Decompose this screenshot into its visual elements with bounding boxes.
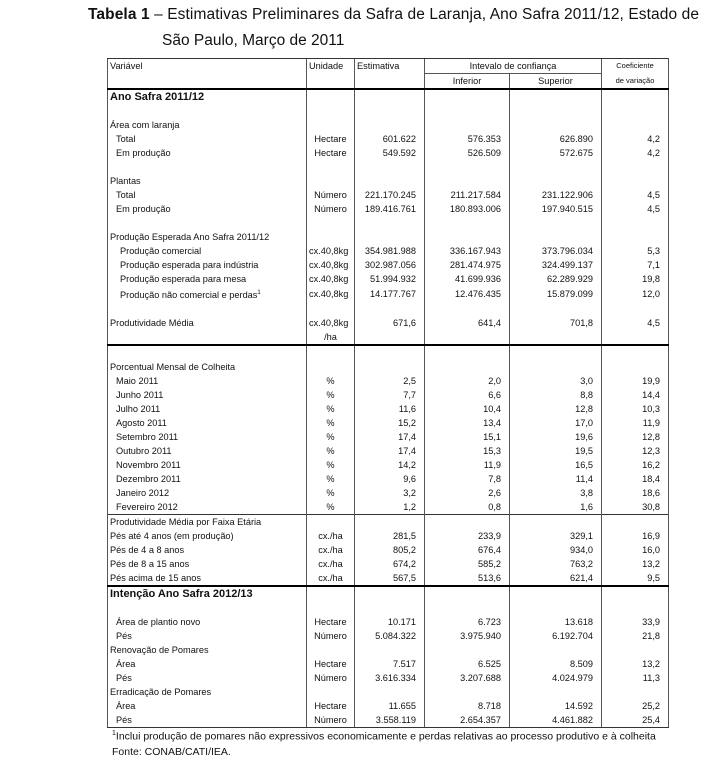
row-estimativa: 805,2 [355, 543, 425, 557]
table-row [108, 657, 669, 671]
row-estimativa: 221.170.245 [355, 188, 425, 202]
row-estimativa: 189.416.761 [355, 202, 425, 216]
row-superior: 3,8 [510, 486, 602, 500]
header-inferior: Inferior [425, 74, 510, 90]
row-estimativa: 17,4 [355, 444, 425, 458]
table-row [108, 330, 669, 345]
group-head: Renovação de Pomares [108, 643, 307, 657]
row-inferior: 0,8 [425, 500, 510, 515]
row-inferior: 11,9 [425, 458, 510, 472]
row-cv: 19,9 [602, 374, 669, 388]
table-row [108, 543, 669, 557]
group-head-row [108, 360, 669, 374]
row-cv: 33,9 [602, 615, 669, 629]
group-head: Plantas [108, 174, 307, 188]
row-unit: cx.40,8kg [307, 258, 355, 272]
row-unit: Número [307, 629, 355, 643]
row-label: Maio 2011 [108, 374, 307, 388]
table-row [108, 458, 669, 472]
table-row [108, 416, 669, 430]
table-row [108, 132, 669, 146]
table-row [108, 472, 669, 486]
footnote-text: Inclui produção de pomares não expressivos economicamente e perdas relativas ao processo produtivo e à colheita [115, 730, 656, 743]
row-superior: 934,0 [510, 543, 602, 557]
row-cv: 4,2 [602, 146, 669, 160]
row-estimativa: 9,6 [355, 472, 425, 486]
row-label: Outubro 2011 [108, 444, 307, 458]
group-head: Produtividade Média por Faixa Etária [108, 515, 307, 530]
row-superior: 6.192.704 [510, 629, 602, 643]
row-superior: 19,6 [510, 430, 602, 444]
row-cv: 12,0 [602, 286, 669, 302]
row-unit: cx./ha [307, 543, 355, 557]
row-inferior: 7,8 [425, 472, 510, 486]
row-estimativa: 17,4 [355, 430, 425, 444]
row-inferior: 15,1 [425, 430, 510, 444]
row-inferior: 180.893.006 [425, 202, 510, 216]
row-estimativa: 3.616.334 [355, 671, 425, 685]
row-cv: 4,5 [602, 316, 669, 330]
row-unit: % [307, 458, 355, 472]
row-estimativa: 5.084.322 [355, 629, 425, 643]
row-label: Junho 2011 [108, 388, 307, 402]
row-cv: 12,8 [602, 430, 669, 444]
table-title-line2: São Paulo, Março de 2011 [162, 32, 345, 49]
row-label: Dezembro 2011 [108, 472, 307, 486]
section-title-row [108, 586, 669, 601]
row-unit: Número [307, 671, 355, 685]
row-unit-2: /ha [307, 330, 355, 345]
row-inferior: 6,6 [425, 388, 510, 402]
row-estimativa: 10.171 [355, 615, 425, 629]
row-cv: 14,4 [602, 388, 669, 402]
header-unidade: Unidade [307, 59, 355, 90]
source-note: Fonte: CONAB/CATI/IEA. [112, 746, 231, 758]
header-estimativa: Estimativa [355, 59, 425, 90]
row-inferior: 2.654.357 [425, 713, 510, 728]
table-row [108, 258, 669, 272]
table-row [108, 374, 669, 388]
row-label: Pés de 8 a 15 anos [108, 557, 307, 571]
header-intervalo: Intevalo de confiança [425, 59, 602, 74]
table-row [108, 486, 669, 500]
row-unit: % [307, 402, 355, 416]
row-inferior: 336.167.943 [425, 244, 510, 258]
table-row [108, 557, 669, 571]
row-label: Pés de 4 a 8 anos [108, 543, 307, 557]
row-estimativa: 674,2 [355, 557, 425, 571]
data-table [107, 58, 669, 728]
table-row [108, 188, 669, 202]
row-cv: 4,5 [602, 188, 669, 202]
row-estimativa: 549.592 [355, 146, 425, 160]
table-row [108, 500, 669, 515]
row-superior: 15.879.099 [510, 286, 602, 302]
row-superior: 3,0 [510, 374, 602, 388]
row-estimativa: 567,5 [355, 571, 425, 586]
footnote-mark: 1 [112, 730, 116, 737]
table-row [108, 402, 669, 416]
row-superior: 231.122.906 [510, 188, 602, 202]
row-inferior: 10,4 [425, 402, 510, 416]
group-head-row [108, 685, 669, 699]
header-superior: Superior [510, 74, 602, 90]
row-unit: Número [307, 188, 355, 202]
row-cv: 25,4 [602, 713, 669, 728]
row-inferior: 2,0 [425, 374, 510, 388]
table-row [108, 444, 669, 458]
row-unit: cx.40,8kg [307, 244, 355, 258]
row-superior: 8.509 [510, 657, 602, 671]
row-estimativa: 3.558.119 [355, 713, 425, 728]
row-unit: % [307, 444, 355, 458]
row-superior: 14.592 [510, 699, 602, 713]
row-inferior: 41.699.936 [425, 272, 510, 286]
row-estimativa: 354.981.988 [355, 244, 425, 258]
row-cv: 12,3 [602, 444, 669, 458]
table-title-dash: – [149, 6, 168, 23]
row-label [108, 286, 307, 302]
row-cv: 19,8 [602, 272, 669, 286]
group-head-row [108, 118, 669, 132]
table-row [108, 571, 669, 586]
row-label: Em produção [108, 202, 307, 216]
row-estimativa: 51.994.932 [355, 272, 425, 286]
row-label: Área [108, 657, 307, 671]
footnote-mark: 1 [257, 290, 261, 296]
header-coef-2: de variação [602, 74, 669, 90]
section-title: Ano Safra 2011/12 [108, 89, 307, 104]
row-unit: cx./ha [307, 529, 355, 543]
row-inferior: 641,4 [425, 316, 510, 330]
row-superior: 4.024.979 [510, 671, 602, 685]
table-row [108, 202, 669, 216]
row-superior: 1,6 [510, 500, 602, 515]
row-estimativa: 302.987.056 [355, 258, 425, 272]
group-head-row [108, 643, 669, 657]
row-label: Em produção [108, 146, 307, 160]
table-body [108, 89, 669, 728]
table-row [108, 286, 669, 302]
row-label: Fevereiro 2012 [108, 500, 307, 515]
row-inferior: 8.718 [425, 699, 510, 713]
row-unit: % [307, 430, 355, 444]
table-row [108, 244, 669, 258]
table-title [88, 6, 699, 24]
row-inferior: 513,6 [425, 571, 510, 586]
row-superior: 621,4 [510, 571, 602, 586]
row-estimativa: 7,7 [355, 388, 425, 402]
row-superior: 701,8 [510, 316, 602, 330]
row-cv: 13,2 [602, 657, 669, 671]
row-unit: cx./ha [307, 571, 355, 586]
table-title-line1: Estimativas Preliminares da Safra de Laranja, Ano Safra 2011/12, Estado de [167, 6, 700, 23]
row-cv: 16,2 [602, 458, 669, 472]
row-cv: 25,2 [602, 699, 669, 713]
row-estimativa: 601.622 [355, 132, 425, 146]
row-estimativa: 281,5 [355, 529, 425, 543]
row-cv: 9,5 [602, 571, 669, 586]
row-label: Setembro 2011 [108, 430, 307, 444]
row-inferior: 15,3 [425, 444, 510, 458]
row-cv: 30,8 [602, 500, 669, 515]
row-label: Agosto 2011 [108, 416, 307, 430]
group-head: Produção Esperada Ano Safra 2011/12 [108, 230, 307, 244]
table-row [108, 699, 669, 713]
row-inferior: 6.525 [425, 657, 510, 671]
row-cv: 4,5 [602, 202, 669, 216]
row-unit: cx./ha [307, 557, 355, 571]
row-estimativa: 14,2 [355, 458, 425, 472]
row-label: Produção comercial [108, 244, 307, 258]
row-estimativa: 3,2 [355, 486, 425, 500]
row-inferior: 3.975.940 [425, 629, 510, 643]
row-cv: 5,3 [602, 244, 669, 258]
row-cv: 13,2 [602, 557, 669, 571]
row-cv: 10,3 [602, 402, 669, 416]
table-row [108, 146, 669, 160]
row-label: Novembro 2011 [108, 458, 307, 472]
section-title-row [108, 89, 669, 104]
row-inferior: 676,4 [425, 543, 510, 557]
footnote [112, 730, 656, 743]
row-estimativa: 11.655 [355, 699, 425, 713]
row-label: Pés [108, 713, 307, 728]
row-cv: 4,2 [602, 132, 669, 146]
table-row [108, 629, 669, 643]
row-cv: 16,0 [602, 543, 669, 557]
row-unit: Hectare [307, 699, 355, 713]
row-superior: 329,1 [510, 529, 602, 543]
group-head: Área com laranja [108, 118, 307, 132]
row-unit: Hectare [307, 132, 355, 146]
row-superior: 16,5 [510, 458, 602, 472]
row-label-text: Produção não comercial e perdas [120, 290, 258, 301]
row-unit: % [307, 472, 355, 486]
row-unit: Número [307, 202, 355, 216]
row-label: Pés acima de 15 anos [108, 571, 307, 586]
row-estimativa: 1,2 [355, 500, 425, 515]
row-label: Área [108, 699, 307, 713]
row-label: Produtividade Média [108, 316, 307, 330]
group-head-row [108, 230, 669, 244]
header-row [108, 59, 669, 74]
row-superior: 19,5 [510, 444, 602, 458]
row-inferior: 281.474.975 [425, 258, 510, 272]
row-label: Produção esperada para indústria [108, 258, 307, 272]
row-inferior: 13,4 [425, 416, 510, 430]
row-cv: 7,1 [602, 258, 669, 272]
row-cv: 11,3 [602, 671, 669, 685]
row-label: Janeiro 2012 [108, 486, 307, 500]
row-superior: 626.890 [510, 132, 602, 146]
table-row [108, 430, 669, 444]
row-inferior: 6.723 [425, 615, 510, 629]
row-cv: 16,9 [602, 529, 669, 543]
row-label: Total [108, 188, 307, 202]
row-superior: 17,0 [510, 416, 602, 430]
row-superior: 13.618 [510, 615, 602, 629]
row-superior: 11,4 [510, 472, 602, 486]
row-inferior: 211.217.584 [425, 188, 510, 202]
row-estimativa: 15,2 [355, 416, 425, 430]
row-unit: Hectare [307, 615, 355, 629]
header-coef-1: Coeficiente [602, 59, 669, 74]
row-unit: % [307, 374, 355, 388]
row-label: Pés até 4 anos (em produção) [108, 529, 307, 543]
row-label: Julho 2011 [108, 402, 307, 416]
row-estimativa: 2,5 [355, 374, 425, 388]
table-row [108, 272, 669, 286]
row-unit: cx.40,8kg [307, 316, 355, 330]
row-inferior: 576.353 [425, 132, 510, 146]
row-superior: 763,2 [510, 557, 602, 571]
row-label: Área de plantio novo [108, 615, 307, 629]
row-superior: 197.940.515 [510, 202, 602, 216]
row-unit: % [307, 500, 355, 515]
row-superior: 4.461.882 [510, 713, 602, 728]
row-superior: 324.499.137 [510, 258, 602, 272]
group-head: Erradicação de Pomares [108, 685, 307, 699]
row-inferior: 2,6 [425, 486, 510, 500]
row-unit: cx.40,8kg [307, 272, 355, 286]
table-title-label: Tabela 1 [88, 6, 150, 23]
row-superior: 62.289.929 [510, 272, 602, 286]
table-row [108, 529, 669, 543]
table-row [108, 388, 669, 402]
row-estimativa: 14.177.767 [355, 286, 425, 302]
row-label: Pés [108, 629, 307, 643]
group-head: Porcentual Mensal de Colheita [108, 360, 307, 374]
section-title: Intenção Ano Safra 2012/13 [108, 586, 307, 601]
header-variavel: Variável [108, 59, 307, 90]
row-unit: % [307, 388, 355, 402]
table-row [108, 615, 669, 629]
row-cv: 21,8 [602, 629, 669, 643]
row-estimativa: 7.517 [355, 657, 425, 671]
row-label: Produção esperada para mesa [108, 272, 307, 286]
row-inferior: 585,2 [425, 557, 510, 571]
row-unit: Hectare [307, 657, 355, 671]
row-superior: 8,8 [510, 388, 602, 402]
row-superior: 572.675 [510, 146, 602, 160]
row-unit: % [307, 486, 355, 500]
row-unit: Hectare [307, 146, 355, 160]
row-inferior: 3.207.688 [425, 671, 510, 685]
row-unit: Número [307, 713, 355, 728]
table-row [108, 316, 669, 330]
row-estimativa: 11,6 [355, 402, 425, 416]
row-inferior: 526.509 [425, 146, 510, 160]
group-head-row [108, 515, 669, 530]
table-row [108, 713, 669, 728]
row-cv: 11,9 [602, 416, 669, 430]
row-inferior: 12.476.435 [425, 286, 510, 302]
group-head-row [108, 174, 669, 188]
row-superior: 373.796.034 [510, 244, 602, 258]
row-inferior: 233,9 [425, 529, 510, 543]
row-cv: 18,6 [602, 486, 669, 500]
row-superior: 12,8 [510, 402, 602, 416]
row-cv: 18,4 [602, 472, 669, 486]
table-row [108, 671, 669, 685]
row-label: Pés [108, 671, 307, 685]
row-label: Total [108, 132, 307, 146]
row-unit: % [307, 416, 355, 430]
row-unit: cx.40,8kg [307, 286, 355, 302]
row-estimativa: 671,6 [355, 316, 425, 330]
